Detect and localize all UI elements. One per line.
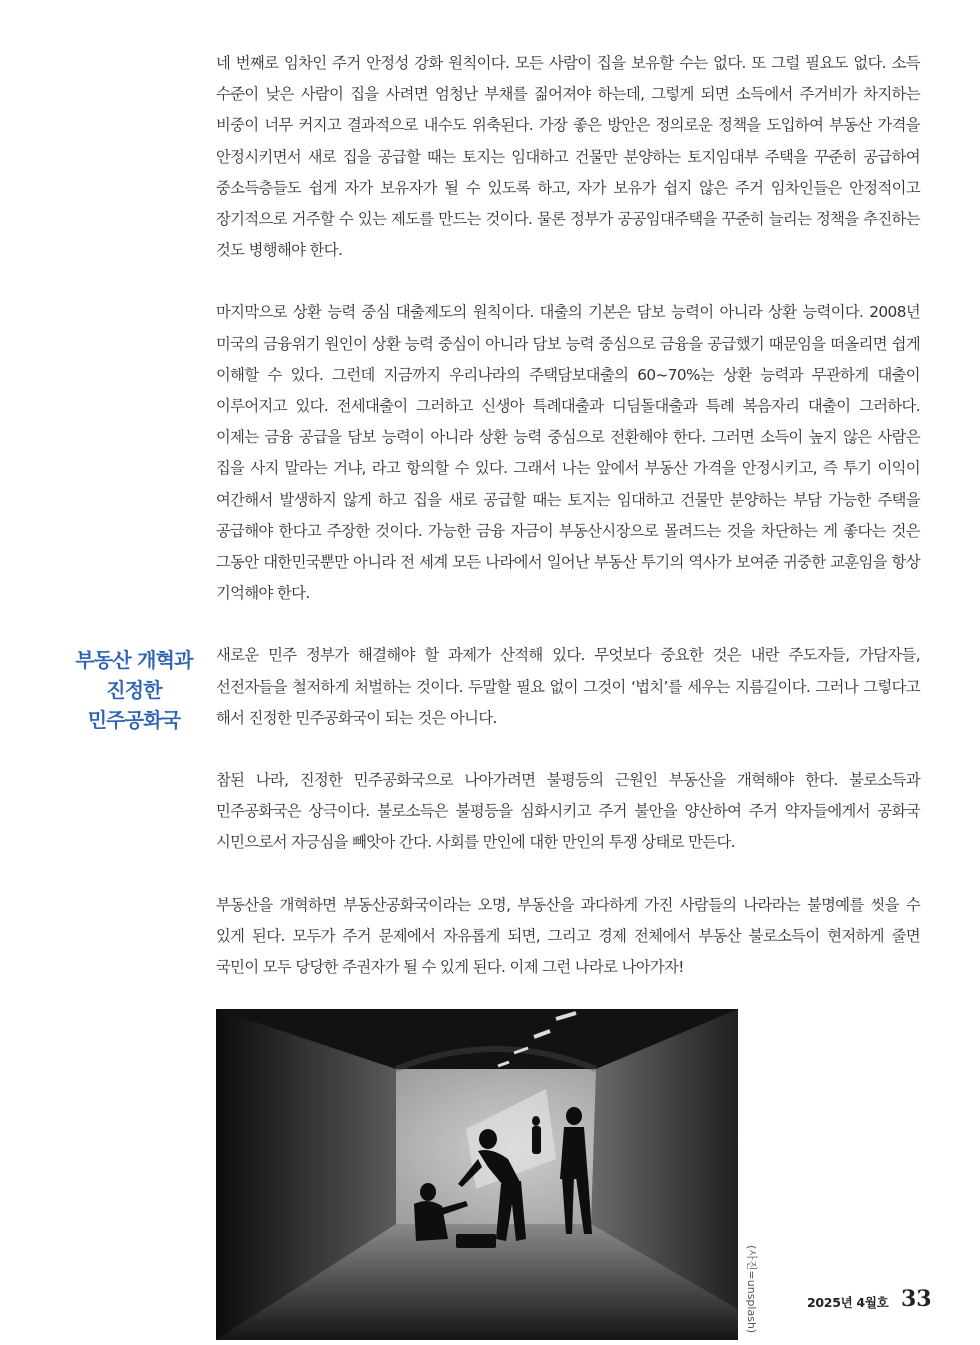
paragraph-true-republic: 참된 나라, 진정한 민주공화국으로 나아가려면 불평등의 근원인 부동산을 개혁해야 한다. 불로소득과 민주공화국은 상극이다. 불로소득은 불평등을 심화시키고 주거 불안을 양산하여 주거 약자들에게서 공화국 시민으로서 자긍심을 빼앗아 간다. 사회를 만인에 대한 만인의 투쟁 상태로 만든다. [216,771,920,852]
photo-credit: (사진=unsplash) [745,1245,758,1334]
tunnel-photo [216,1009,738,1340]
article-body [216,48,920,983]
section-heading-line-1: 부동산 개혁과 [75,648,193,672]
tunnel-photo-illustration [216,1009,738,1340]
paragraph-democratic-government: 새로운 민주 정부가 해결해야 할 과제가 산적해 있다. 무엇보다 중요한 것은 내란 주도자들, 가담자들, 선전자들을 철저하게 처벌하는 것이다. 두말할 필요 없이 그것이 ‘법치’를 세우는 지름길이다. 그러나 그렇다고 해서 진정한 민주공화국이 되는 것은 아니다. [216,646,920,727]
section-heading-line-3: 민주공화국 [87,708,181,732]
paragraph-reform-conclusion: 부동산을 개혁하면 부동산공화국이라는 오명, 부동산을 과다하게 가진 사람들의 나라라는 불명예를 씻을 수 있게 된다. 모두가 주거 문제에서 자유롭게 되면, 그리고 경제 전체에서 부동산 불로소득이 현저하게 줄면 국민이 모두 당당한 주권자가 될 수 있게 된다. 이제 그런 나라로 나아가자! [216,895,920,977]
paragraph-last-principle: 마지막으로 상환 능력 중심 대출제도의 원칙이다. 대출의 기본은 담보 능력이 아니라 상환 능력이다. 2008년 미국의 금융위기 원인이 상환 능력 중심이 아니라 담보 능력 중심으로 금융을 공급했기 때문임을 떠올리면 쉽게 이해할 수 있다. 그런데 지금까지 우리나라의 주택담보대출의 60~70%는 상환 능력과 무관하게 대출이 이루어지고 있다. 전세대출이 그러하고 신생아 특례대출과 디딤돌대출과 특례 복음자리 대출이 그러하다. 이제는 금융 공급을 담보 능력이 아니라 상환 능력 중심으로 전환해야 한다. 그러면 소득이 높지 않은 사람은 집을 사지 말라는 거냐, 라고 항의할 수 있다. 그래서 나는 앞에서 부동산 가격을 안정시키고, 즉 투기 이익이 여간해서 발생하지 않게 하고 집을 새로 공급할 때는 토지는 임대하고 건물만 분양하는 부담 가능한 주택을 공급해야 한다고 주장한 것이다. 가능한 금융 자금이 부동산시장으로 몰려드는 것을 차단하는 게 좋다는 것은 그동안 대한민국뿐만 아니라 전 세계 모든 나라에서 일어난 부동산 투기의 역사가 보여준 귀중한 교훈임을 항상 기억해야 한다. [216,303,920,603]
paragraph-fourth-principle: 네 번째로 임차인 주거 안정성 강화 원칙이다. 모든 사람이 집을 보유할 수는 없다. 또 그럴 필요도 없다. 소득 수준이 낮은 사람이 집을 사려면 엄청난 부채를 짊어져야 하는데, 그렇게 되면 소득에서 주거비가 차지하는 비중이 너무 커지고 결과적으로 내수도 위축된다. 가장 좋은 방안은 정의로운 정책을 도입하여 부동산 가격을 안정시키면서 새로 집을 공급할 때는 토지는 임대하고 건물만 분양하는 토지임대부 주택을 꾸준히 공급하여 중소득층들도 쉽게 자가 보유자가 될 수 있도록 하고, 자가 보유가 쉽지 않은 주거 임차인들은 안정적이고 장기적으로 거주할 수 있는 제도를 만드는 것이다. 물론 정부가 공공임대주택을 꾸준히 늘리는 정책을 추진하는 것도 병행해야 한다. [216,54,920,260]
section-heading [40,645,228,735]
section-heading-line-2: 진정한 [106,678,162,702]
page-number: 33 [901,1286,932,1312]
issue-label: 2025년 4월호 [807,1295,889,1310]
